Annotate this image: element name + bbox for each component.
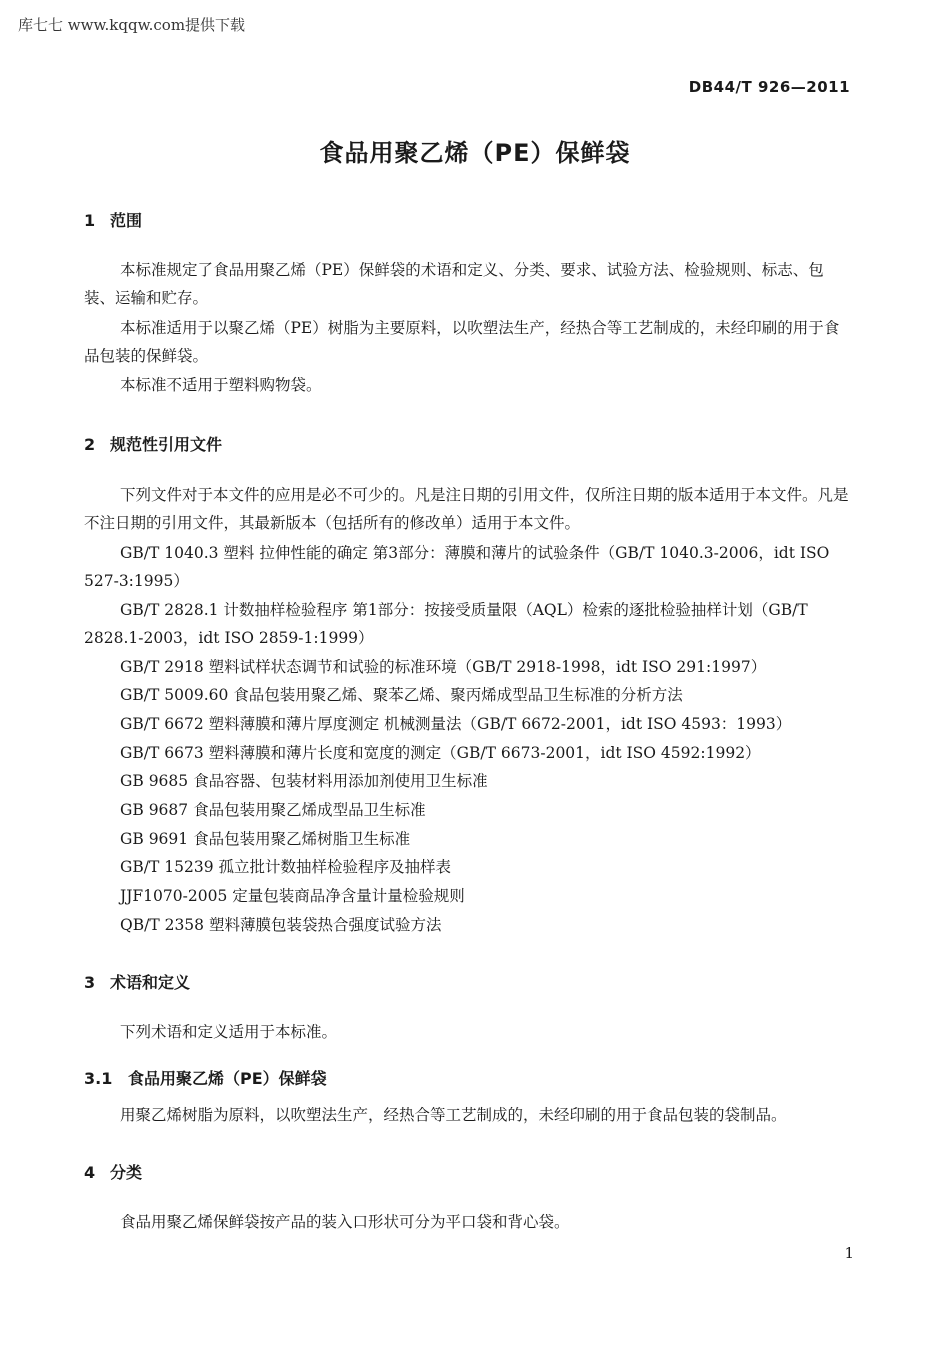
section-title: 规范性引用文件	[110, 435, 223, 454]
reference-item: GB/T 2918 塑料试样状态调节和试验的标准环境（GB/T 2918-1998，idt ISO 291:1997）	[120, 658, 767, 676]
paragraph: 下列文件对于本文件的应用是必不可少的。凡是注日期的引用文件，仅所注日期的版本适用于本文件。凡是不注日期的引用文件，其最新版本（包括所有的修改单）适用于本文件。	[84, 486, 849, 532]
section-number: 1	[84, 211, 96, 230]
subsection-number: 3.1	[84, 1069, 113, 1088]
section-2-heading	[84, 432, 222, 455]
section-number: 2	[84, 435, 96, 454]
subsection-title: 食品用聚乙烯（PE）保鲜袋	[128, 1069, 327, 1088]
section-4-heading	[84, 1160, 142, 1183]
reference-item: JJF1070-2005 定量包装商品净含量计量检验规则	[120, 887, 465, 905]
paragraph: 下列术语和定义适用于本标准。	[120, 1023, 338, 1041]
reference-item: GB 9687 食品包装用聚乙烯成型品卫生标准	[120, 801, 426, 819]
reference-item: GB/T 6673 塑料薄膜和薄片长度和宽度的测定（GB/T 6673-2001，idt ISO 4592:1992）	[120, 744, 761, 762]
section-3-heading	[84, 970, 190, 993]
paragraph: 本标准不适用于塑料购物袋。	[120, 376, 322, 394]
reference-item: GB/T 5009.60 食品包装用聚乙烯、聚苯乙烯、聚丙烯成型品卫生标准的分析方法	[120, 686, 683, 704]
paragraph: 食品用聚乙烯保鲜袋按产品的装入口形状可分为平口袋和背心袋。	[120, 1213, 570, 1231]
section-1-heading	[84, 208, 142, 231]
section-title: 范围	[110, 211, 143, 230]
document-title: 食品用聚乙烯（PE）保鲜袋	[319, 139, 631, 167]
reference-item: QB/T 2358 塑料薄膜包装袋热合强度试验方法	[120, 916, 442, 934]
reference-item: GB/T 15239 孤立批计数抽样检验程序及抽样表	[120, 858, 451, 876]
reference-item: GB 9685 食品容器、包装材料用添加剂使用卫生标准	[120, 772, 488, 790]
reference-item: GB/T 6672 塑料薄膜和薄片厚度测定 机械测量法（GB/T 6672-2001，idt ISO 4593：1993）	[120, 715, 792, 733]
paragraph: 本标准适用于以聚乙烯（PE）树脂为主要原料，以吹塑法生产，经热合等工艺制成的，未经印刷的用于食品包装的保鲜袋。	[84, 319, 840, 365]
reference-item: GB/T 1040.3 塑料 拉伸性能的确定 第3部分：薄膜和薄片的试验条件（GB/T 1040.3-2006，idt ISO 527-3:1995）	[84, 544, 830, 590]
reference-item: GB/T 2828.1 计数抽样检验程序 第1部分：按接受质量限（AQL）检索的逐批检验抽样计划（GB/T 2828.1-2003，idt ISO 2859-1:1999）	[84, 601, 808, 647]
section-number: 3	[84, 973, 96, 992]
watermark-text: 库七七 www.kqqw.com提供下载	[18, 16, 246, 34]
paragraph: 本标准规定了食品用聚乙烯（PE）保鲜袋的术语和定义、分类、要求、试验方法、检验规则、标志、包装、运输和贮存。	[84, 261, 824, 307]
standard-code: DB44/T 926—2011	[688, 78, 850, 96]
subsection-3-1-heading	[84, 1066, 327, 1089]
paragraph: 用聚乙烯树脂为原料，以吹塑法生产，经热合等工艺制成的，未经印刷的用于食品包装的袋制品。	[120, 1106, 787, 1124]
reference-item: GB 9691 食品包装用聚乙烯树脂卫生标准	[120, 830, 411, 848]
section-title: 分类	[110, 1163, 143, 1182]
page-number: 1	[844, 1244, 854, 1262]
section-number: 4	[84, 1163, 96, 1182]
section-title: 术语和定义	[110, 973, 191, 992]
